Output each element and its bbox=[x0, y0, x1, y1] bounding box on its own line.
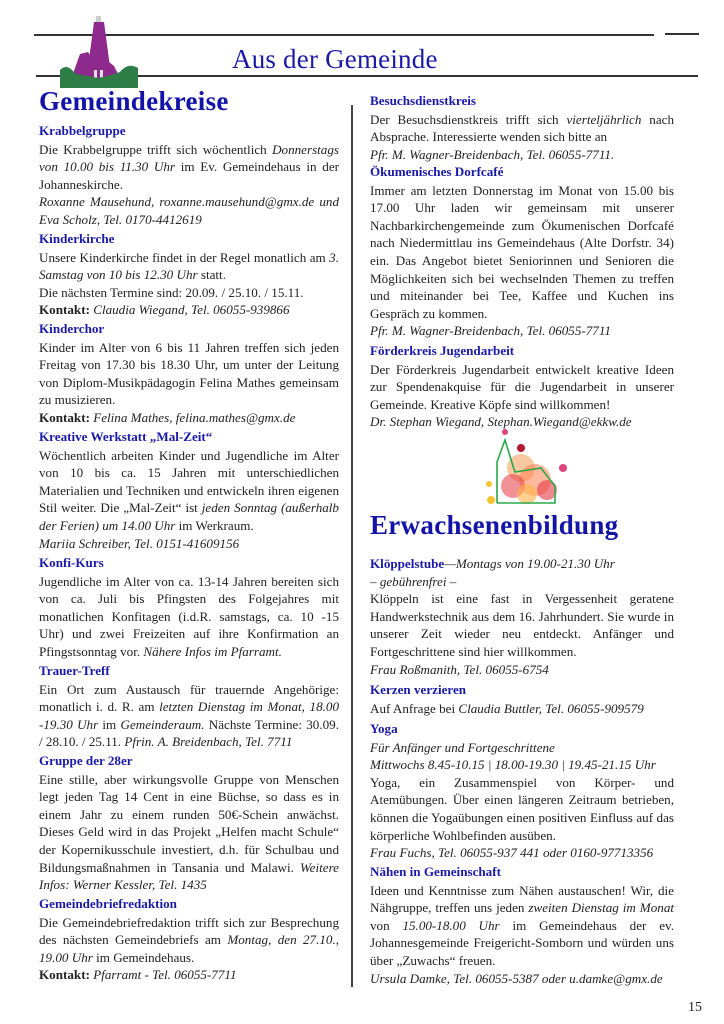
body-time: letzten Dienstag im Monat, 18.00 -19.30 Uhr bbox=[39, 699, 339, 732]
contact-value: Claudia Wiegand, Tel. 06055-939866 bbox=[89, 302, 290, 318]
item-title: Trauer-Treff bbox=[39, 663, 110, 678]
body-text: Der Besuchsdienstkreis trifft sich bbox=[370, 111, 567, 127]
contact-label: Kontakt: bbox=[39, 409, 90, 425]
body-text: statt. bbox=[197, 267, 226, 283]
item-body bbox=[370, 111, 674, 146]
item-body: Kinder im Alter von 6 bis 11 Jahren treffen sich jeden Freitag von 17.30 bis 18.30 Uhr, um unter der Leitung von Diplom-Musikpädagogin Felina Mathes gemeinsam zu musizieren. bbox=[39, 339, 339, 408]
item-title: Kerzen verzieren bbox=[370, 682, 467, 697]
item-times: Mittwochs 8.45-10.15 | 18.00-19.30 | 19.45-21.15 Uhr bbox=[370, 757, 656, 773]
body-time: jeden Sonntag (außerhalb der Ferien) um 14.00 Uhr bbox=[39, 500, 339, 533]
item-body: Immer am letzten Donnerstag im Monat von 15.00 bis 17.00 Uhr laden wir gemeinsam mit unserer Nachbarkirchengemeinde zum Ökumenischen Dorfcafé nach Niedermittlau ins Gemeindehaus (Alte Dorfstr. 34) ein. Das Angebot bietet Seniorinnen und Senioren die Möglichkeiten sich bei wechselnden Themen zu treffen und miteinander bei Tee, Kaffee und Kuchen ins Gespräch zu kommen. bbox=[370, 182, 674, 321]
item-konfi-kurs bbox=[39, 554, 339, 661]
item-title: Yoga bbox=[370, 721, 398, 736]
item-body bbox=[39, 914, 339, 967]
contact-label: Kontakt: bbox=[39, 967, 90, 983]
item-contact: Frau Fuchs, Tel. 06055-937 441 oder 0160-97713356 bbox=[370, 845, 654, 861]
item-title: Gemeindebriefredaktion bbox=[39, 896, 177, 911]
column-divider bbox=[351, 105, 353, 987]
item-contact bbox=[39, 966, 339, 984]
item-kreative-werkstatt bbox=[39, 428, 339, 552]
item-title: Konfi-Kurs bbox=[39, 555, 104, 570]
body-text: Unsere Kinderkirche findet in der Regel monatlich am bbox=[39, 249, 330, 265]
body-text: Auf Anfrage bei bbox=[370, 700, 459, 716]
item-subtitle: —Montags von 19.00-21.30 Uhr bbox=[444, 556, 615, 571]
item-contact: Mariia Schreiber, Tel. 0151-41609156 bbox=[39, 535, 240, 551]
item-yoga bbox=[370, 720, 674, 862]
item-body: Klöppeln ist eine fast in Vergessenheit geratene Handwerkstechnik aus dem 16. Jahrhundert. Sie wurde in unserer Zeit wieder neu entdeckt. Anfänger und Fortgeschrittene sind hier willkommen. bbox=[370, 591, 674, 659]
page-number: 15 bbox=[688, 1000, 702, 1015]
item-contact: Pfr. M. Wagner-Breidenbach, Tel. 06055-7711 bbox=[370, 323, 611, 339]
contact-value: Pfarramt - Tel. 06055-7711 bbox=[89, 967, 237, 983]
item-contact bbox=[39, 409, 339, 427]
item-gruppe-der-28er bbox=[39, 752, 339, 894]
item-title: Kinderkirche bbox=[39, 231, 115, 246]
painted-church-illustration-icon bbox=[483, 428, 573, 510]
item-contact: Pfr. M. Wagner-Breidenbach, Tel. 06055-7711. bbox=[370, 146, 615, 162]
body-text: im Gemeindehaus der ev. Johannesgemeinde Freigericht-Somborn und würden uns über „Zuwachs“ freuen. bbox=[370, 917, 674, 968]
body-text: Jugendliche im Alter von ca. 13-14 Jahren bereiten sich von ca. Juli bis Pfingsten des Folgejahres mit monatlichen Konfitagen (i.d.R. samstags, ca. 10 -15 Uhr) und zwei Freizeiten auf ihre Konfirmation an Pfingstsonntag vor. bbox=[39, 573, 339, 659]
body-time: Montag, den 27.10., 19.00 Uhr bbox=[39, 932, 339, 965]
item-kloeppelstube bbox=[370, 555, 674, 678]
item-body bbox=[39, 249, 339, 284]
item-contact: Frau Roßmanith, Tel. 06055-6754 bbox=[370, 661, 549, 677]
item-title-row bbox=[370, 555, 674, 573]
item-title: Förderkreis Jugendarbeit bbox=[370, 343, 515, 358]
body-text: Nächste Termine: 30.09. / 28.10. / 25.11. bbox=[39, 716, 339, 750]
item-foerderkreis-jugendarbeit bbox=[370, 342, 674, 431]
item-besuchsdienstkreis bbox=[370, 92, 674, 163]
item-body bbox=[370, 700, 674, 718]
item-body bbox=[39, 447, 339, 535]
body-text: nach Absprache. Interessierte wenden sich bitte an bbox=[370, 111, 674, 145]
item-body bbox=[39, 141, 339, 194]
body-time: 3. Samstag von 10 bis 12.30 Uhr bbox=[39, 249, 339, 283]
item-naehen-in-gemeinschaft bbox=[370, 863, 674, 987]
item-trauer-treff bbox=[39, 662, 339, 751]
body-text: im Ev. Gemeindehaus in der Johanneskirche. bbox=[39, 159, 339, 192]
item-dates: Die nächsten Termine sind: 20.09. / 25.10. / 15.11. bbox=[39, 284, 304, 300]
item-oekumenisches-dorfcafe bbox=[370, 163, 674, 340]
item-title: Nähen in Gemeinschaft bbox=[370, 864, 501, 879]
contact-value: Weitere Infos: Werner Kessler, Tel. 1435 bbox=[39, 859, 339, 893]
body-time: 15.00-18.00 Uhr bbox=[402, 917, 500, 933]
body-time: Donnerstags von 10.00 bis 11.30 Uhr bbox=[39, 141, 339, 175]
item-title: Klöppelstube bbox=[370, 556, 445, 571]
body-text: Die Krabbelgruppe trifft sich wöchentlich bbox=[39, 141, 273, 157]
item-kinderkirche bbox=[39, 230, 339, 319]
contact-value: Claudia Buttler, Tel. 06055-909579 bbox=[458, 700, 644, 716]
contact-value: Pfrin. A. Breidenbach, Tel. 7711 bbox=[124, 734, 293, 750]
body-text: Ein Ort zum Austausch für trauernde Angehörige: monatlich i. d. R. am bbox=[39, 681, 339, 715]
section-title-gemeindekreise: Gemeindekreise bbox=[39, 86, 229, 116]
item-body: Yoga, ein Zusammenspiel von Körper- und Atemübungen. Über einen längeren Zeitraum betrieben, können die Yogaübungen einen positiven Einfluss auf das körperliche Wohlbefinden ausüben. bbox=[370, 774, 674, 843]
item-title: Kreative Werkstatt „Mal-Zeit“ bbox=[39, 429, 213, 444]
page-banner-title: Aus der Gemeinde bbox=[232, 44, 438, 74]
item-contact: Roxanne Mausehund, roxanne.mausehund@gmx.de und Eva Scholz, Tel. 0170-4412619 bbox=[39, 194, 339, 227]
body-time: vierteljährlich bbox=[566, 111, 642, 127]
body-text: im Werkraum. bbox=[175, 517, 254, 533]
item-body bbox=[39, 573, 339, 661]
item-contact: Dr. Stephan Wiegand, Stephan.Wiegand@ekkw.de bbox=[370, 414, 632, 430]
item-krabbelgruppe bbox=[39, 122, 339, 229]
item-note: Für Anfänger und Fortgeschrittene bbox=[370, 739, 555, 755]
body-text: von bbox=[370, 917, 403, 933]
item-body bbox=[39, 771, 339, 894]
body-time: zweiten Dienstag im Monat bbox=[528, 900, 674, 916]
contact-label: Kontakt: bbox=[39, 302, 90, 318]
item-contact: Ursula Damke, Tel. 06055-5387 oder u.damke@gmx.de bbox=[370, 970, 663, 986]
item-title: Gruppe der 28er bbox=[39, 753, 133, 768]
item-note: – gebührenfrei – bbox=[370, 573, 457, 589]
item-body bbox=[370, 882, 674, 970]
body-note: Nähere Infos im Pfarramt. bbox=[143, 643, 282, 659]
body-text: im Gemeindehaus. bbox=[92, 949, 195, 965]
body-text: Eine stille, aber wirkungsvolle Gruppe von Menschen legt jeden Tag 14 Cent in eine Büchse, so dass es in einem Jahr zu einem runden 50€-Schein anwächst. Dieses Geld wird in das Projekt „Helfen macht Schule“ der Kopernikusschule investiert, d.h. für Schulbau und Bildungsmaßnahmen in Tansania und Malawi. bbox=[39, 771, 339, 875]
body-text: Die Gemeindebriefredaktion trifft sich zur Besprechung des nächsten Gemeindebriefs am bbox=[39, 914, 339, 948]
item-title: Krabbelgruppe bbox=[39, 123, 126, 138]
body-place: Gemeinderaum. bbox=[120, 716, 205, 732]
item-contact bbox=[39, 301, 339, 319]
item-body: Der Förderkreis Jugendarbeit entwickelt kreative Ideen zur Spendenakquise für die Jugendarbeit in unserer Gemeinde. Kreative Köpfe sind willkommen! bbox=[370, 361, 674, 412]
item-kinderchor bbox=[39, 320, 339, 427]
item-kerzen-verzieren bbox=[370, 681, 674, 717]
header-rule-top-right bbox=[665, 33, 699, 35]
church-logo-icon bbox=[58, 12, 182, 92]
section-title-erwachsenenbildung: Erwachsenenbildung bbox=[370, 510, 619, 540]
contact-value: Felina Mathes, felina.mathes@gmx.de bbox=[89, 409, 296, 425]
item-gemeindebriefredaktion bbox=[39, 895, 339, 984]
body-text: im bbox=[98, 716, 121, 732]
body-text: Ideen und Kenntnisse zum Nähen austauschen! Wir, die Nähgruppe, treffen uns jeden bbox=[370, 882, 674, 916]
body-text: Wöchentlich arbeiten Kinder und Jugendliche im Alter von 10 bis ca. 15 Jahren mit unterschiedlichen Materialien und Techniken und entwickeln ihren eigenen Stil weiter. Die „Mal-Zeit“ ist bbox=[39, 447, 339, 516]
item-title: Kinderchor bbox=[39, 321, 105, 336]
item-title: Besuchsdienstkreis bbox=[370, 93, 476, 108]
item-title: Ökumenisches Dorfcafé bbox=[370, 164, 504, 179]
item-body bbox=[39, 681, 339, 751]
